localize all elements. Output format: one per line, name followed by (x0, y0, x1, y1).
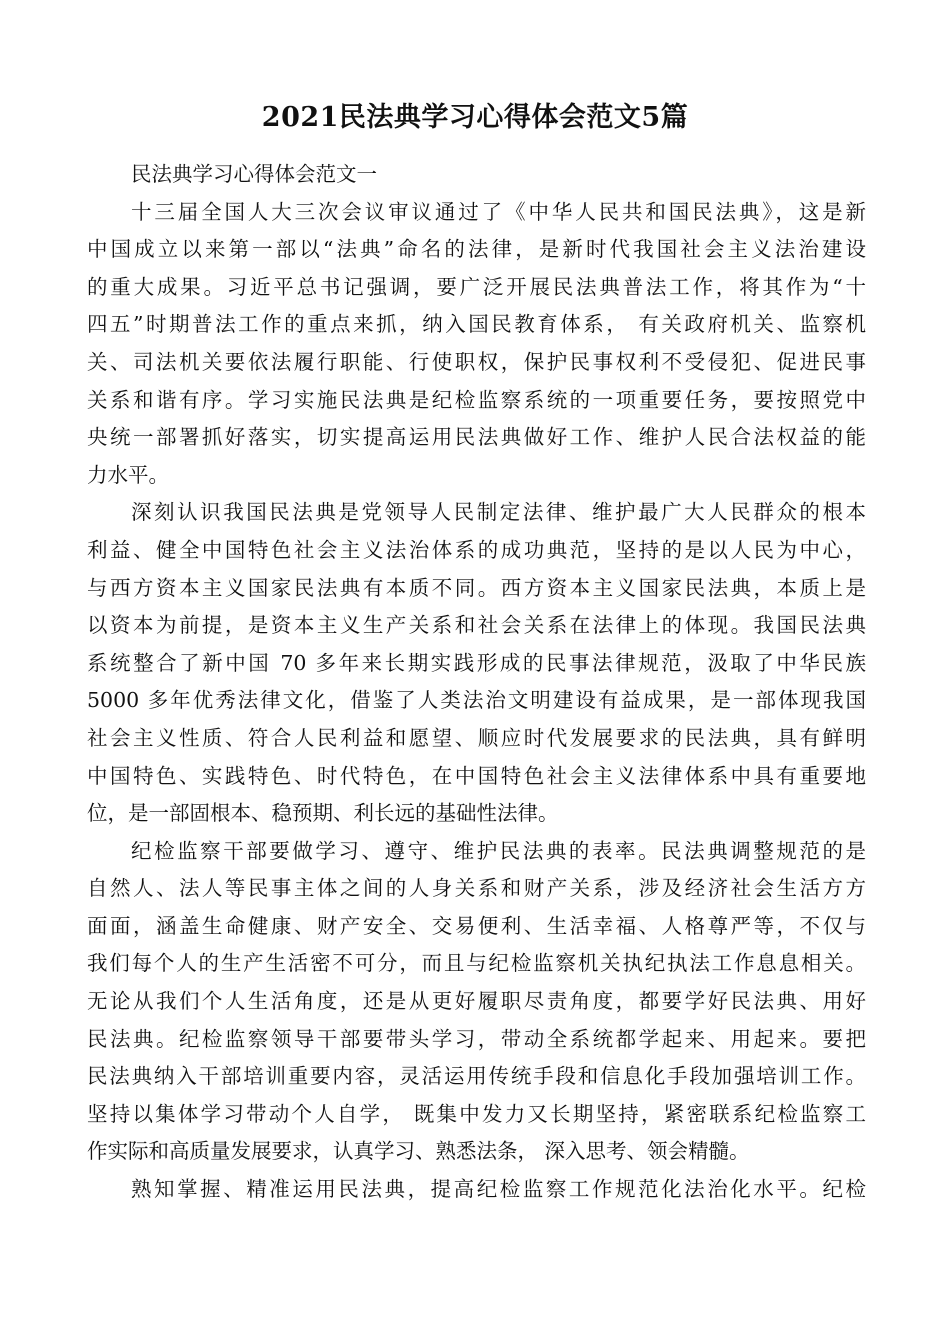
text-line: 的重大成果。习近平总书记强调，要广泛开展民法典普法工作，将其作为“十 (87, 274, 866, 299)
text-line: 纪检监察干部要做学习、遵守、维护民法典的表率。民法典调整规范的是 (131, 838, 866, 863)
text-line: 关、司法机关要依法履行职能、行使职权，保护民事权利不受侵犯、促进民事 (87, 349, 866, 374)
text-line: 中国特色、实践特色、时代特色，在中国特色社会主义法律体系中具有重要地 (87, 763, 866, 788)
text-line: 坚持以集体学习带动个人自学， 既集中发力又长期坚持，紧密联系纪检监察工 (87, 1101, 866, 1126)
section-heading: 民法典学习心得体会范文一 (131, 162, 377, 186)
text-line: 作实际和高质量发展要求，认真学习、熟悉法条， 深入思考、领会精髓。 (87, 1139, 750, 1164)
text-line: 中国成立以来第一部以“法典”命名的法律，是新时代我国社会主义法治建设 (87, 237, 866, 262)
text-line: 我们每个人的生产生活密不可分，而且与纪检监察机关执纪执法工作息息相关。 (87, 951, 866, 976)
text-line: 关系和谐有序。学习实施民法典是纪检监察系统的一项重要任务，要按照党中 (87, 387, 866, 412)
text-line: 以资本为前提，是资本主义生产关系和社会关系在法律上的体现。我国民法典 (87, 613, 866, 638)
text-line: 面面，涵盖生命健康、财产安全、交易便利、生活幸福、人格尊严等，不仅与 (87, 913, 866, 938)
document-body (87, 156, 866, 1209)
text-line: 民法典。纪检监察领导干部要带头学习，带动全系统都学起来、用起来。要把 (87, 1026, 866, 1051)
text-line: 5000 多年优秀法律文化，借鉴了人类法治文明建设有益成果，是一部体现我国 (87, 688, 866, 713)
text-line: 深刻认识我国民法典是党领导人民制定法律、维护最广大人民群众的根本 (131, 500, 866, 525)
text-line: 十三届全国人大三次会议审议通过了《中华人民共和国民法典》，这是新 (131, 199, 866, 224)
text-line: 央统一部署抓好落实，切实提高运用民法典做好工作、维护人民合法权益的能 (87, 425, 866, 450)
text-line: 自然人、法人等民事主体之间的人身关系和财产关系，涉及经济社会生活方方 (87, 876, 866, 901)
text-line: 位，是一部固根本、稳预期、利长远的基础性法律。 (87, 801, 559, 826)
document-title: 2021民法典学习心得体会范文5篇 (261, 102, 689, 133)
text-line: 社会主义性质、符合人民利益和愿望、顺应时代发展要求的民法典，具有鲜明 (87, 725, 866, 750)
text-line: 熟知掌握、精准运用民法典，提高纪检监察工作规范化法治化水平。纪检 (131, 1177, 866, 1202)
text-line: 利益、健全中国特色社会主义法治体系的成功典范，坚持的是以人民为中心， (87, 537, 866, 562)
text-line: 与西方资本主义国家民法典有本质不同。西方资本主义国家民法典，本质上是 (87, 575, 866, 600)
text-line: 力水平。 (87, 462, 169, 487)
text-line: 民法典纳入干部培训重要内容，灵活运用传统手段和信息化手段加强培训工作。 (87, 1064, 866, 1089)
text-line: 无论从我们个人生活角度，还是从更好履职尽责角度，都要学好民法典、用好 (87, 989, 866, 1014)
text-line: 四五”时期普法工作的重点来抓，纳入国民教育体系， 有关政府机关、监察机 (87, 312, 866, 337)
text-line: 系统整合了新中国 70 多年来长期实践形成的民事法律规范，汲取了中华民族 (87, 650, 866, 675)
